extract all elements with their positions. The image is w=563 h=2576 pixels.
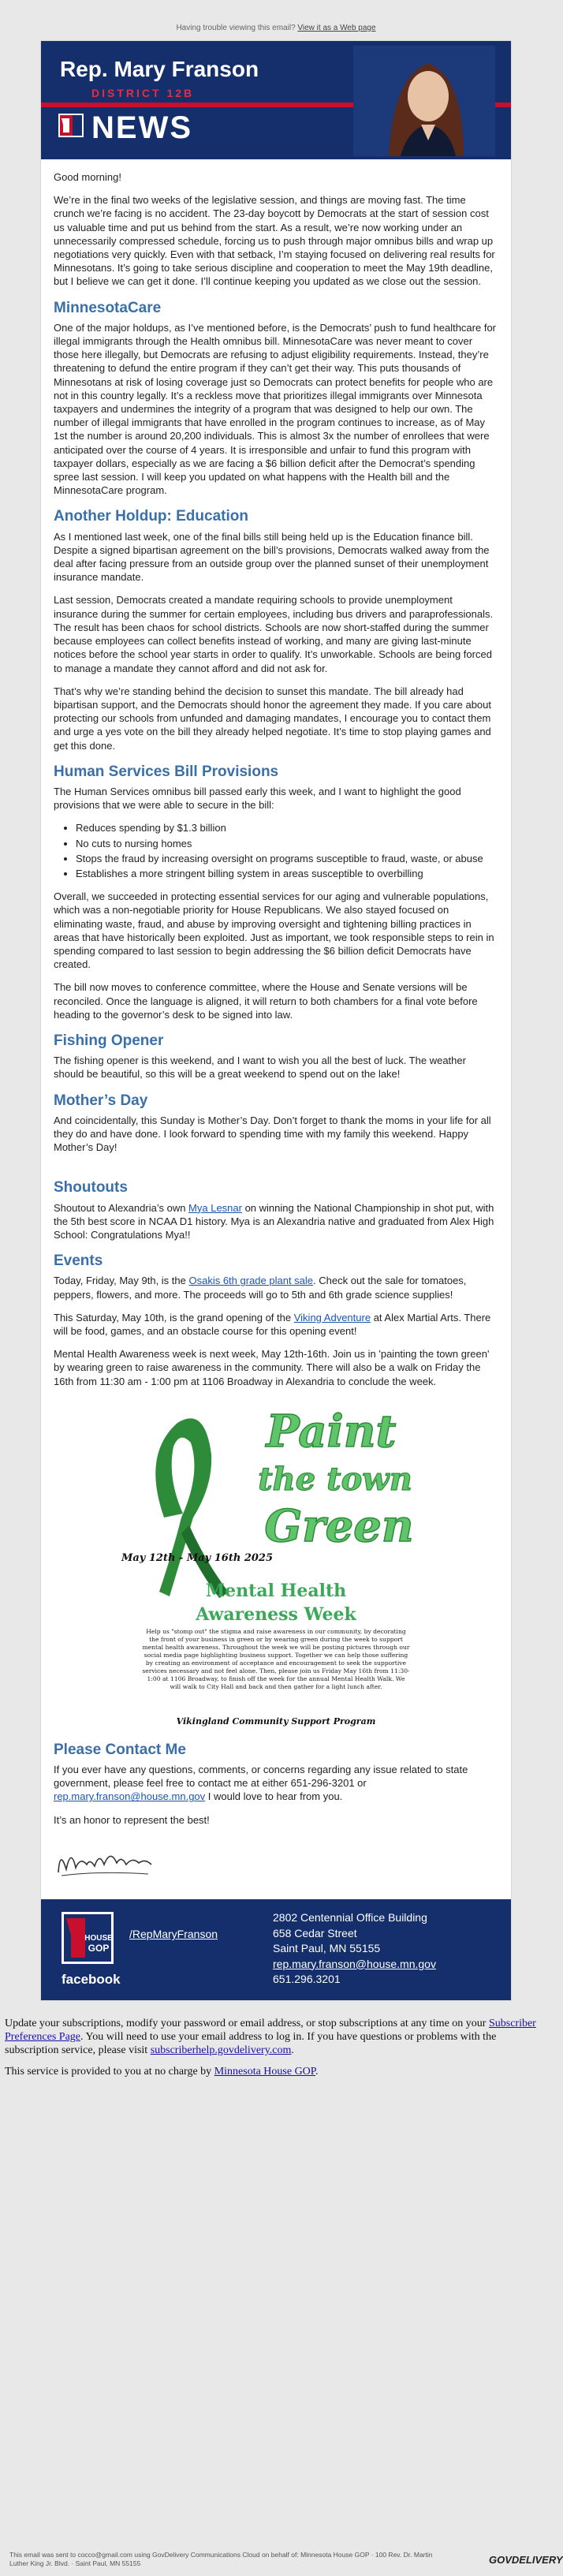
- poster-title-2: Awareness Week: [196, 1603, 356, 1625]
- minnesota-house-gop-link[interactable]: Minnesota House GOP: [214, 2066, 316, 2078]
- provisions-list: [54, 821, 498, 880]
- contact-paragraph: [54, 1763, 498, 1804]
- poster-paint: Paint: [266, 1405, 397, 1458]
- footer-email-link[interactable]: rep.mary.franson@house.mn.gov: [273, 1957, 436, 1970]
- closing-line: It’s an honor to represent the best!: [54, 1813, 210, 1826]
- subscription-footer: [0, 2001, 552, 2078]
- signature-image: [54, 1841, 156, 1880]
- text-span: Shoutout to Alexandria’s own: [54, 1201, 189, 1214]
- fishing-heading: Fishing Opener: [54, 1032, 164, 1049]
- address-line-3: Saint Paul, MN 55155: [273, 1942, 381, 1955]
- subscriber-preferences-link[interactable]: Subscriber Preferences Page: [5, 2018, 536, 2044]
- fine-print: This email was sent to cocco@gmail.com using GovDelivery Communications Cloud on behalf of: Minnesota House GOP · 100 Rev. Dr. Martin Luther King Jr. Blvd. · Saint Paul, MN 55155: [9, 2551, 433, 2567]
- banner-name: Rep. Mary Franson: [60, 57, 259, 81]
- mothers-day-paragraph: And coincidentally, this Sunday is Mother’s Day. Don’t forget to thank the moms in your life for all they do and have done. I look forward to spending time with my family this weekend. Happy Mother’s Day!: [54, 1114, 491, 1154]
- list-item: • Reduces spending by $1.3 billion: [76, 821, 498, 834]
- list-item: • Establishes a more stringent billing system in areas susceptible to overbilling: [76, 867, 498, 880]
- banner-district: DISTRICT 12B: [91, 87, 195, 99]
- shoutouts-paragraph: [54, 1201, 498, 1242]
- human-services-intro: The Human Services omnibus bill passed early this week, and I want to highlight the good provisions that we were able to secure in the bill:: [54, 785, 461, 812]
- header-banner: [41, 41, 511, 159]
- greeting: Good morning!: [54, 171, 121, 183]
- mncare-paragraph: One of the major holdups, as I’ve mentioned before, is the Democrats’ push to fund healthcare for illegal immigrants through the Health omnibus bill. MinnesotaCare was never meant to cover those here illegally, but Democrats are refusing to adjust eligibility requirements. Instead, they’re threatening to defund the entire program if they can’t get their way. This puts thousands of Minnesotans at risk of losing coverage just so Democrats can protect benefits for people who are not in this country legally. It’s a reckless move that prioritizes illegal immigrants over Minnesota taxpayers and undermines the integrity of a program that was designed to help our own. The number of illegal immigrants that have enrolled in the program continues to increase, as of May 1st the number is around 20,200 individuals. This is almost 3x the number of enrollees that were anticipated over the course of 4 years. It is irresponsible and unfair to fund this program with taxpayer dollars, especially as we are facing a $6 billion deficit after the Democrat’s spending spree last session. I will keep you updated on what happens with the Health bill and the MinnesotaCare program.: [54, 321, 496, 497]
- text-span: .: [315, 2066, 319, 2078]
- subscription-paragraph: [5, 2017, 547, 2057]
- poster-sponsor: Vikingland Community Support Program: [176, 1715, 376, 1727]
- text-span: . You will need to use your email address to log in. If you have questions or problems with the subscription service, please visit: [5, 2031, 497, 2057]
- text-span: This service is provided to you at no charge by: [5, 2066, 214, 2078]
- text-span: This Saturday, May 10th, is the grand opening of the: [54, 1311, 294, 1323]
- mya-lesnar-link[interactable]: Mya Lesnar: [188, 1201, 242, 1214]
- banner-news: NEWS: [91, 110, 192, 145]
- mental-health-poster: [118, 1399, 434, 1730]
- view-web-page-link[interactable]: View it as a Web page: [297, 24, 376, 32]
- service-paragraph: [5, 2065, 547, 2078]
- text-span: Today, Friday, May 9th, is the: [54, 1275, 189, 1287]
- address-line-2: 658 Cedar Street: [273, 1926, 357, 1939]
- fishing-paragraph: The fishing opener is this weekend, and I want to wish you all the best of luck. The weather should be beautiful, so this will be a great weekend to spend out on the lake!: [54, 1055, 466, 1081]
- logo-house-text: HOUSE: [84, 1934, 113, 1943]
- facebook-label: facebook: [62, 1972, 121, 1988]
- text-span: If you ever have any questions, comments, or concerns regarding any issue related to state government, please feel free to contact me at either 651-296-3201 or: [54, 1764, 468, 1790]
- plant-sale-link[interactable]: Osakis 6th grade plant sale: [188, 1275, 314, 1287]
- header-note: [0, 0, 552, 40]
- logo-gop-text: GOP: [88, 1943, 110, 1954]
- human-services-paragraph-3: The bill now moves to conference committee, where the House and Senate versions will be reconciled. Once the language is aligned, it will return to both chambers for a final vote before heading to the governor’s desk to be signed into law.: [54, 981, 478, 1021]
- footer: [41, 1899, 511, 2000]
- poster-title-1: Mental Health: [205, 1580, 347, 1601]
- poster-body-container: [142, 1628, 410, 1715]
- shoutouts-heading: Shoutouts: [54, 1179, 128, 1197]
- education-paragraph-3: That’s why we’re standing behind the decision to sunset this mandate. The bill already had bipartisan support, and the Democrats should honor the agreement they made. If you care about protecting our schools from unfunded and damaging mandates, I encourage you to contact them and urge a yes vote on the bill they already helped negotiate. It’s time to stop playing games and get this done.: [54, 685, 492, 752]
- subscriber-help-link[interactable]: subscriberhelp.govdelivery.com: [150, 2044, 292, 2057]
- govdelivery-logo: GOVDELIVERY: [489, 2554, 563, 2566]
- house-gop-logo-icon: [62, 1912, 114, 1964]
- text-span: at Alex Martial Arts. There will be food, games, and an obstacle course for this opening event!: [54, 1311, 491, 1338]
- contact-heading: Please Contact Me: [54, 1741, 186, 1758]
- viking-adventure-link[interactable]: Viking Adventure: [293, 1311, 371, 1323]
- facebook-handle-link[interactable]: /RepMaryFranson: [129, 1928, 218, 1941]
- human-services-heading: Human Services Bill Provisions: [54, 763, 279, 780]
- address-line-1: 2802 Centennial Office Building: [273, 1911, 427, 1925]
- mncare-heading: MinnesotaCare: [54, 299, 162, 316]
- text-span: Update your subscriptions, modify your password or email address, or stop subscriptions at any time on your: [5, 2018, 489, 2030]
- header-note-text: Having trouble viewing this email?: [176, 24, 296, 32]
- list-item: • No cuts to nursing homes: [76, 837, 498, 850]
- text-span: on winning the National Championship in shot put, with the 5th best score in NCAA D1 history. Mya is an Alexandria native and graduated from Alex High School: Congratulations Mya!!: [54, 1201, 494, 1241]
- events-paragraph-1: [54, 1274, 498, 1301]
- human-services-paragraph-2: Overall, we succeeded in protecting essential services for our aging and vulnerable populations, which was a non-negotiable priority for House Republicans. We also stayed focused on eliminating waste, fraud, and abuse by improving oversight and tightening billing practices in areas that have historically been exploited. Just as important, we took responsible steps to rein in spending compared to last session to begin addressing the $6 billion deficit Democrats have created.: [54, 890, 494, 971]
- text-span: I would love to hear from you.: [205, 1790, 343, 1803]
- footer-address: [273, 1910, 436, 1988]
- email-content: [41, 159, 511, 1899]
- poster-green: Green: [264, 1499, 414, 1552]
- representative-photo: [353, 46, 495, 156]
- events-paragraph-2: [54, 1311, 498, 1338]
- intro-paragraph: We’re in the final two weeks of the legislative session, and things are moving fast. The time crunch we’re facing is no accident. The 23-day boycott by Democrats at the start of session cost us valuable time and put us behind from the start. As a result, we’re now working under an unnecessarily compressed schedule, forcing us to push through major omnibus bills and wrap up negotiations very quickly. Even with that setback, I’m staying focused on delivering real results for Minnesotans. It’s going to take serious discipline and cooperation to meet the May 19th deadline, but I believe we can get it done. I’ll continue keeping you updated as we close out the session.: [54, 194, 495, 288]
- text-span: . Check out the sale for tomatoes, peppers, flowers, and more. The proceeds will go to 5th and 6th grade science supplies!: [54, 1275, 467, 1301]
- mn-gop-logo-icon: [58, 114, 84, 137]
- education-heading: Another Holdup: Education: [54, 508, 248, 525]
- footer-phone: 651.296.3201: [273, 1973, 341, 1986]
- events-heading: Events: [54, 1253, 103, 1270]
- events-paragraph-3: Mental Health Awareness week is next week, May 12th-16th. Join us in 'painting the town green' by wearing green to raise awareness in the community. There will also be a walk on Friday the 16th from 11:30 am - 1:00 pm at 1106 Broadway in Alexandria to conclude the week.: [54, 1348, 490, 1387]
- text-span: .: [291, 2044, 294, 2057]
- email-link[interactable]: rep.mary.franson@house.mn.gov: [54, 1790, 206, 1803]
- list-item: • Stops the fraud by increasing oversight on programs susceptible to fraud, waste, or abuse: [76, 852, 498, 865]
- poster-the-town: the town: [258, 1460, 412, 1498]
- poster-dates: May 12th - May 16th 2025: [121, 1551, 274, 1564]
- poster-body: Help us "stomp out" the stigma and raise awareness in our community, by decorating the front of your business in green or by wearing green during the week to support mental health awareness. Throughout the week we will be posting pictures through our social media page highlighting business support. Together we can help those suffering by creating an environment of acceptance and encouragement to seek the supportive services necessary and not feel alone. Then, please join us Friday May 16th from 11:30-1:00 at 1106 Broadway, to finish off the week for the annual Mental Health Walk. We will walk to City Hall and back and then gather for a light lunch after.: [142, 1627, 410, 1690]
- education-paragraph-2: Last session, Democrats created a mandate requiring schools to provide unemployment insurance during the summer for certain employees, including bus drivers and paraprofessionals. The result has been chaos for school districts. Schools are now short-staffed during the summer because employees can collect benefits instead of working, and many are giving last-minute notices before the school year starts in order to qualify. It’s unworkable. Schools are being forced to manage a mandate they cannot afford and did not ask for.: [54, 594, 494, 674]
- education-paragraph-1: As I mentioned last week, one of the final bills still being held up is the Education finance bill. Despite a signed bipartisan agreement on the bill’s provisions, Democrats walked away from the deal after facing pressure from an outside group over the planned sunset of their unemployment insurance mandate.: [54, 530, 490, 584]
- email-card: [40, 40, 512, 2001]
- mothers-day-heading: Mother’s Day: [54, 1092, 148, 1109]
